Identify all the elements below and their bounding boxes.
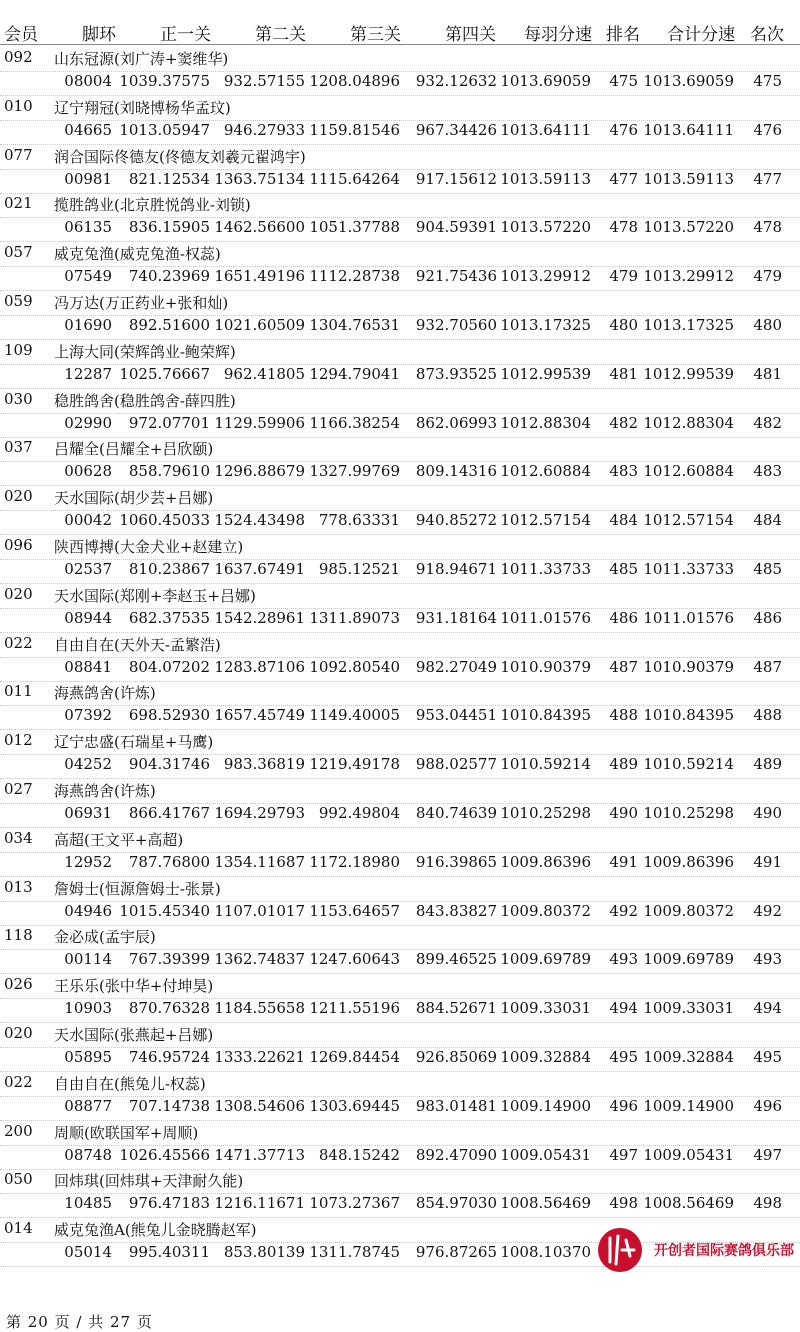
stage1-cell: 858.79610 [128,462,210,481]
loft-name-cell: 海燕鸽舍(许炼) [54,782,156,800]
rank-cell: 490 [609,804,638,822]
speed-cell: 1010.90379 [500,657,591,676]
stage2-cell: 983.36819 [223,755,305,774]
stage4-cell: 953.04451 [415,706,497,725]
stage2-cell: 1462.56600 [214,218,305,237]
ring-cell: 12287 [64,364,112,383]
stage3-cell: 1219.49178 [309,755,400,774]
total-speed-cell: 1011.01576 [643,608,734,627]
stage1-cell: 995.40311 [128,1243,210,1262]
stage4-cell: 862.06993 [415,413,497,432]
total-speed-cell: 1010.25298 [643,804,734,822]
total-speed-cell: 1011.33733 [643,560,734,578]
place-cell: 494 [753,999,782,1018]
place-cell: 496 [753,1096,782,1115]
stage4-cell: 904.59391 [415,218,497,237]
place-cell: 486 [753,608,782,627]
speed-cell: 1012.57154 [500,511,591,530]
rank-cell: 486 [609,608,638,627]
stage1-cell: 976.47183 [128,1194,210,1213]
stage3-cell: 1303.69445 [309,1096,400,1115]
stage4-cell: 940.85272 [415,511,497,530]
member-cell: 022 [4,1072,33,1091]
stage3-cell: 1247.60643 [309,950,400,969]
seal-logo-icon [596,1226,644,1274]
ring-cell: 00981 [64,169,112,188]
speed-cell: 1009.14900 [500,1096,591,1115]
ring-cell: 00628 [64,462,112,481]
stage2-cell: 1184.55658 [214,999,305,1018]
stage3-cell: 1294.79041 [309,364,400,383]
stage4-cell: 843.83827 [415,901,497,920]
place-cell: 489 [753,755,782,774]
ring-cell: 05014 [64,1243,112,1262]
stage3-cell: 992.49804 [318,804,400,822]
member-cell: 057 [4,243,33,262]
stage2-cell: 1524.43498 [214,511,305,530]
place-cell: 483 [753,462,782,481]
loft-name-cell: 威克兔渔A(熊兔儿金晓腾赵军) [54,1221,257,1240]
stage2-cell: 1637.67491 [214,560,305,578]
stage1-cell: 904.31746 [128,755,210,774]
stage1-cell: 767.39399 [128,950,210,969]
stage1-cell: 1015.45340 [119,901,210,920]
stage1-cell: 1013.05947 [119,120,210,139]
loft-name-cell: 周顺(欧联国军+周顺) [54,1123,199,1142]
header-rank: 排名 [606,25,640,45]
place-cell: 491 [753,852,782,871]
member-cell: 026 [4,975,33,994]
stage2-cell: 1657.45749 [214,706,305,725]
stage4-cell: 916.39865 [415,852,497,871]
stage2-cell: 1363.75134 [214,169,305,188]
total-speed-cell: 1012.88304 [643,413,734,432]
ring-cell: 02537 [64,560,112,578]
header-total-speed: 合计分速 [667,25,735,45]
stage2-cell: 1333.22621 [214,1048,305,1066]
place-cell: 477 [753,169,782,188]
stage4-cell: 982.27049 [415,657,497,676]
speed-cell: 1012.99539 [500,364,591,383]
place-cell: 492 [753,901,782,920]
speed-cell: 1010.59214 [500,755,591,774]
stage4-cell: 921.75436 [415,267,497,286]
stage4-cell: 932.70560 [415,316,497,334]
total-speed-cell: 1009.05431 [643,1145,734,1164]
loft-name-cell: 金必成(孟宇辰) [54,928,156,947]
stage3-cell: 1269.84454 [309,1048,400,1066]
stage1-cell: 892.51600 [128,316,210,334]
stage2-cell: 1471.37713 [214,1145,305,1164]
stage4-cell: 892.47090 [415,1145,497,1164]
rank-cell: 487 [609,657,638,676]
place-cell: 478 [753,218,782,237]
loft-name-cell: 天水国际(张燕起+吕娜) [54,1026,214,1044]
speed-cell: 1008.10370 [500,1243,591,1262]
member-cell: 059 [4,292,33,310]
stage3-cell: 1211.55196 [309,999,400,1018]
stage3-cell: 1073.27367 [309,1194,400,1213]
rank-cell: 492 [609,901,638,920]
stage2-cell: 962.41805 [223,364,305,383]
member-cell: 037 [4,438,33,457]
loft-name-cell: 陕西博搏(大金犬业+赵建立) [54,538,244,556]
stage3-cell: 1149.40005 [309,706,400,725]
member-cell: 020 [4,1024,33,1042]
loft-name-cell: 辽宁翔冠(刘晓博杨华孟玟) [54,98,231,117]
rank-cell: 494 [609,999,638,1018]
total-speed-cell: 1012.60884 [643,462,734,481]
speed-cell: 1012.88304 [500,413,591,432]
member-cell: 027 [4,780,33,798]
member-cell: 020 [4,584,33,603]
total-speed-cell: 1013.64111 [643,120,734,139]
stage3-cell: 1092.80540 [309,657,400,676]
stage4-cell: 931.18164 [415,608,497,627]
member-cell: 096 [4,536,33,554]
loft-name-cell: 天水国际(胡少芸+吕娜) [54,489,214,508]
total-speed-cell: 1010.59214 [643,755,734,774]
stage3-cell: 1208.04896 [309,72,400,90]
rank-cell: 493 [609,950,638,969]
header-member: 会员 [4,25,38,45]
ring-cell: 06931 [64,804,112,822]
header-place: 名次 [750,25,784,45]
rank-cell: 483 [609,462,638,481]
ring-cell: 08004 [64,72,112,90]
ring-cell: 07392 [64,706,112,725]
total-speed-cell: 1013.57220 [643,218,734,237]
loft-name-cell: 冯万达(万正药业+张和灿) [54,294,229,312]
rank-cell: 491 [609,852,638,871]
stage1-cell: 787.76800 [128,852,210,871]
stage4-cell: 967.34426 [415,120,497,139]
total-speed-cell: 1013.69059 [643,72,734,90]
stage1-cell: 1025.76667 [119,364,210,383]
speed-cell: 1013.69059 [500,72,591,90]
ring-cell: 04946 [64,901,112,920]
place-cell: 482 [753,413,782,432]
speed-cell: 1013.29912 [500,267,591,286]
place-cell: 481 [753,364,782,383]
place-cell: 475 [753,72,782,90]
stage3-cell: 985.12521 [318,560,400,578]
stage3-cell: 848.15242 [318,1145,400,1164]
header-ring: 脚环 [82,25,116,45]
stage4-cell: 976.87265 [415,1243,497,1262]
member-cell: 030 [4,389,33,408]
total-speed-cell: 1012.99539 [643,364,734,383]
stage2-cell: 853.80139 [223,1243,305,1262]
total-speed-cell: 1009.69789 [643,950,734,969]
place-cell: 487 [753,657,782,676]
speed-cell: 1010.84395 [500,706,591,725]
total-speed-cell: 1009.32884 [643,1048,734,1066]
rank-cell: 495 [609,1048,638,1066]
member-cell: 021 [4,194,33,213]
loft-name-cell: 天水国际(郑刚+李赵玉+吕娜) [54,586,256,605]
header-speed: 每羽分速 [524,25,592,45]
member-cell: 013 [4,877,33,896]
loft-name-cell: 回炜琪(回炜琪+天津耐久能) [54,1172,244,1191]
loft-name-cell: 海燕鸽舍(许炼) [54,684,156,703]
stage2-cell: 1354.11687 [214,852,305,871]
stage2-cell: 1021.60509 [214,316,305,334]
stage3-cell: 1115.64264 [309,169,400,188]
loft-name-cell: 揽胜鸽业(北京胜悦鸽业-刘锁) [54,196,251,215]
speed-cell: 1009.05431 [500,1145,591,1164]
stage4-cell: 918.94671 [415,560,497,578]
ring-cell: 00042 [64,511,112,530]
place-cell: 495 [753,1048,782,1066]
stage2-cell: 1542.28961 [214,608,305,627]
stage1-cell: 740.23969 [128,267,210,286]
speed-cell: 1011.01576 [500,608,591,627]
stage3-cell: 1172.18980 [309,852,400,871]
speed-cell: 1009.33031 [500,999,591,1018]
total-speed-cell: 1008.56469 [643,1194,734,1213]
total-speed-cell: 1010.90379 [643,657,734,676]
ring-cell: 10485 [64,1194,112,1213]
rank-cell: 478 [609,218,638,237]
total-speed-cell: 1012.57154 [643,511,734,530]
stage1-cell: 836.15905 [128,218,210,237]
member-cell: 012 [4,731,33,750]
stage4-cell: 926.85069 [415,1048,497,1066]
rank-cell: 481 [609,364,638,383]
ring-cell: 08841 [64,657,112,676]
speed-cell: 1008.56469 [500,1194,591,1213]
loft-name-cell: 王乐乐(张中华+付坤昊) [54,977,214,996]
ring-cell: 04252 [64,755,112,774]
rank-cell: 484 [609,511,638,530]
stage4-cell: 840.74639 [415,804,497,822]
member-cell: 014 [4,1219,33,1238]
ring-cell: 10903 [64,999,112,1018]
speed-cell: 1009.69789 [500,950,591,969]
rank-cell: 497 [609,1145,638,1164]
header-stage2: 第二关 [255,25,306,45]
place-cell: 498 [753,1194,782,1213]
stage1-cell: 698.52930 [128,706,210,725]
stage1-cell: 870.76328 [128,999,210,1018]
stage3-cell: 1304.76531 [309,316,400,334]
stage4-cell: 854.97030 [415,1194,497,1213]
stage1-cell: 746.95724 [128,1048,210,1066]
stage3-cell: 1159.81546 [309,120,400,139]
stage2-cell: 1308.54606 [214,1096,305,1115]
stage2-cell: 946.27933 [223,120,305,139]
loft-name-cell: 自由自在(熊兔儿-权蕊) [54,1074,206,1093]
place-cell: 485 [753,560,782,578]
place-cell: 480 [753,316,782,334]
stage4-cell: 932.12632 [415,72,497,90]
place-cell: 476 [753,120,782,139]
page-footer: 第 20 页 / 共 27 页 [6,1313,153,1331]
stage2-cell: 1216.11671 [214,1194,305,1213]
place-cell: 490 [753,804,782,822]
stage4-cell: 983.01481 [415,1096,497,1115]
ring-cell: 08944 [64,608,112,627]
rank-cell: 480 [609,316,638,334]
loft-name-cell: 威克兔渔(威克兔渔-权蕊) [54,245,221,264]
speed-cell: 1013.17325 [500,316,591,334]
rank-cell: 496 [609,1096,638,1115]
rank-cell: 485 [609,560,638,578]
header-divider [0,44,800,45]
logo-text: 开创者国际赛鸽俱乐部 [654,1243,794,1259]
member-cell: 010 [4,96,33,115]
rank-cell: 488 [609,706,638,725]
loft-name-cell: 自由自在(天外天-孟繁浩) [54,635,221,654]
stage3-cell: 1051.37788 [309,218,400,237]
rank-cell: 482 [609,413,638,432]
stage1-cell: 1060.45033 [119,511,210,530]
stage2-cell: 1107.01017 [214,901,305,920]
rank-cell: 479 [609,267,638,286]
stage2-cell: 1296.88679 [214,462,305,481]
speed-cell: 1010.25298 [500,804,591,822]
header-stage3: 第三关 [350,25,401,45]
stage3-cell: 1153.64657 [309,901,400,920]
ring-cell: 12952 [64,852,112,871]
place-cell: 479 [753,267,782,286]
stage4-cell: 917.15612 [415,169,497,188]
total-speed-cell: 1013.17325 [643,316,734,334]
stage1-cell: 804.07202 [128,657,210,676]
stage2-cell: 1283.87106 [214,657,305,676]
ring-cell: 02990 [64,413,112,432]
stage2-cell: 932.57155 [223,72,305,90]
member-cell: 011 [4,682,33,701]
ring-cell: 01690 [64,316,112,334]
place-cell: 484 [753,511,782,530]
speed-cell: 1012.60884 [500,462,591,481]
header-stage1: 正一关 [160,25,211,45]
stage1-cell: 810.23867 [128,560,210,578]
ring-cell: 04665 [64,120,112,139]
stage4-cell: 809.14316 [415,462,497,481]
speed-cell: 1013.57220 [500,218,591,237]
total-speed-cell: 1009.80372 [643,901,734,920]
loft-name-cell: 辽宁忠盛(石瑞星+马鹰) [54,733,214,752]
member-cell: 020 [4,487,33,506]
header-stage4: 第四关 [445,25,496,45]
total-speed-cell: 1009.86396 [643,852,734,871]
stage4-cell: 873.93525 [415,364,497,383]
member-cell: 050 [4,1170,33,1189]
speed-cell: 1009.32884 [500,1048,591,1066]
stage1-cell: 1039.37575 [119,72,210,90]
loft-name-cell: 山东冠源(刘广涛+窦维华) [54,50,229,68]
total-speed-cell: 1013.29912 [643,267,734,286]
ring-cell: 00114 [64,950,112,969]
total-speed-cell: 1009.33031 [643,999,734,1018]
ring-cell: 06135 [64,218,112,237]
place-cell: 488 [753,706,782,725]
stage3-cell: 1311.89073 [309,608,400,627]
loft-name-cell: 高超(王文平+高超) [54,830,184,849]
member-cell: 092 [4,48,33,66]
rank-cell: 489 [609,755,638,774]
stage1-cell: 682.37535 [128,608,210,627]
club-logo [596,1226,800,1274]
stage3-cell: 1327.99769 [309,462,400,481]
stage1-cell: 1026.45566 [119,1145,210,1164]
speed-cell: 1013.59113 [500,169,591,188]
speed-cell: 1009.86396 [500,852,591,871]
speed-cell: 1013.64111 [500,120,591,139]
member-cell: 077 [4,145,33,164]
ring-cell: 08877 [64,1096,112,1115]
loft-name-cell: 润合国际佟德友(佟德友刘羲元翟鸿宇) [54,147,306,166]
stage2-cell: 1362.74837 [214,950,305,969]
total-speed-cell: 1013.59113 [643,169,734,188]
place-cell: 493 [753,950,782,969]
stage4-cell: 899.46525 [415,950,497,969]
member-cell: 118 [4,926,33,945]
stage2-cell: 1694.29793 [214,804,305,822]
speed-cell: 1009.80372 [500,901,591,920]
speed-cell: 1011.33733 [500,560,591,578]
rank-cell: 498 [609,1194,638,1213]
stage1-cell: 972.07701 [128,413,210,432]
rank-cell: 475 [609,72,638,90]
total-speed-cell: 1010.84395 [643,706,734,725]
member-cell: 109 [4,340,33,359]
stage4-cell: 988.02577 [415,755,497,774]
ring-cell: 07549 [64,267,112,286]
loft-name-cell: 上海大同(荣辉鸽业-鲍荣辉) [54,342,236,361]
stage2-cell: 1129.59906 [214,413,305,432]
total-speed-cell: 1009.14900 [643,1096,734,1115]
place-cell: 497 [753,1145,782,1164]
rank-cell: 477 [609,169,638,188]
member-cell: 022 [4,633,33,652]
stage3-cell: 1112.28738 [309,267,400,286]
stage3-cell: 778.63331 [318,511,400,530]
stage3-cell: 1166.38254 [309,413,400,432]
stage3-cell: 1311.78745 [309,1243,400,1262]
stage2-cell: 1651.49196 [214,267,305,286]
member-cell: 034 [4,828,33,847]
stage1-cell: 866.41767 [128,804,210,822]
loft-name-cell: 詹姆士(恒源詹姆士-张景) [54,879,221,898]
member-cell: 200 [4,1121,33,1140]
ring-cell: 05895 [64,1048,112,1066]
ring-cell: 08748 [64,1145,112,1164]
stage4-cell: 884.52671 [415,999,497,1018]
stage1-cell: 707.14738 [128,1096,210,1115]
loft-name-cell: 稳胜鸽舍(稳胜鸽舍-薛四胜) [54,391,236,410]
stage1-cell: 821.12534 [128,169,210,188]
rank-cell: 476 [609,120,638,139]
loft-name-cell: 吕耀全(吕耀全+吕欣颐) [54,440,214,459]
